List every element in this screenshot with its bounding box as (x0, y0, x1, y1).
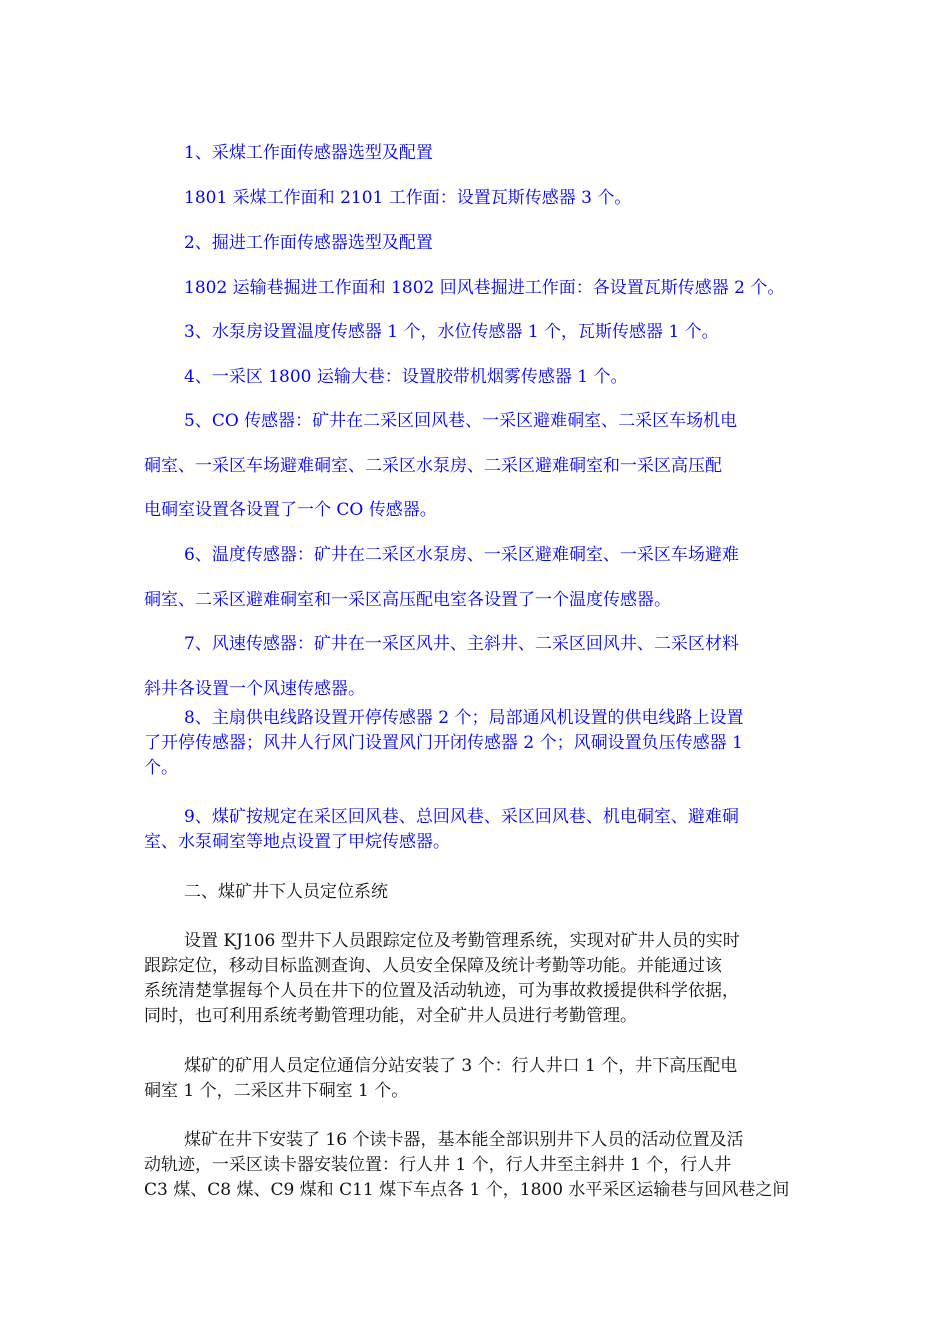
paragraph-co-sensor-line2: 硐室、一采区车场避难硐室、二采区水泵房、二采区避难硐室和一采区高压配 (144, 456, 722, 476)
heading-heading-face-sensors: 2、掘进工作面传感器选型及配置 (184, 233, 433, 253)
paragraph-switch-sensor-line3: 个。 (144, 758, 178, 778)
paragraph-substations-line1: 煤矿的矿用人员定位通信分站安装了 3 个：行人井口 1 个，井下高压配电 (184, 1056, 738, 1076)
paragraph-methane-sensor-line1: 9、煤矿按规定在采区回风巷、总回风巷、采区回风巷、机电硐室、避难硐 (184, 807, 739, 827)
paragraph-switch-sensor-line2: 了开停传感器；风井人行风门设置风门开闭传感器 2 个；风硐设置负压传感器 1 (144, 733, 743, 753)
paragraph-wind-sensor-line1: 7、风速传感器：矿井在一采区风井、主斜井、二采区回风井、二采区材料 (184, 634, 739, 654)
paragraph-wind-sensor-line2: 斜井各设置一个风速传感器。 (144, 679, 365, 699)
paragraph-co-sensor-line3: 电硐室设置各设置了一个 CO 传感器。 (144, 500, 437, 520)
paragraph-temp-sensor-line1: 6、温度传感器：矿井在二采区水泵房、一采区避难硐室、一采区车场避难 (184, 545, 739, 565)
paragraph-pump-room: 3、水泵房设置温度传感器 1 个，水位传感器 1 个，瓦斯传感器 1 个。 (184, 322, 719, 342)
paragraph-kj106-line1: 设置 KJ106 型井下人员跟踪定位及考勤管理系统，实现对矿井人员的实时 (184, 931, 740, 951)
paragraph-coal-face-config: 1801 采煤工作面和 2101 工作面：设置瓦斯传感器 3 个。 (184, 188, 632, 208)
paragraph-methane-sensor-line2: 室、水泵硐室等地点设置了甲烷传感器。 (144, 832, 450, 852)
paragraph-switch-sensor-line1: 8、主扇供电线路设置开停传感器 2 个；局部通风机设置的供电线路上设置 (184, 708, 744, 728)
paragraph-kj106-line3: 系统清楚掌握每个人员在井下的位置及活动轨迹，可为事故救援提供科学依据， (144, 981, 739, 1001)
heading-coal-face-sensors: 1、采煤工作面传感器选型及配置 (184, 143, 433, 163)
paragraph-card-readers-line3: C3 煤、C8 煤、C9 煤和 C11 煤下车点各 1 个，1800 水平采区运输巷与回风巷之间 (144, 1180, 790, 1200)
paragraph-substations-line2: 硐室 1 个，二采区井下硐室 1 个。 (144, 1081, 409, 1101)
paragraph-co-sensor-line1: 5、CO 传感器：矿井在二采区回风巷、一采区避难硐室、二采区车场机电 (184, 411, 738, 431)
paragraph-heading-face-config: 1802 运输巷掘进工作面和 1802 回风巷掘进工作面：各设置瓦斯传感器 2 个。 (184, 278, 785, 298)
paragraph-card-readers-line1: 煤矿在井下安装了 16 个读卡器，基本能全部识别井下人员的活动位置及活 (184, 1130, 744, 1150)
paragraph-kj106-line2: 跟踪定位，移动目标监测查询、人员安全保障及统计考勤等功能。并能通过该 (144, 956, 722, 976)
paragraph-kj106-line4: 同时，也可利用系统考勤管理功能，对全矿井人员进行考勤管理。 (144, 1006, 637, 1026)
paragraph-belt-smoke: 4、一采区 1800 运输大巷：设置胶带机烟雾传感器 1 个。 (184, 367, 628, 387)
paragraph-card-readers-line2: 动轨迹，一采区读卡器安装位置：行人井 1 个，行人井至主斜井 1 个，行人井 (144, 1155, 732, 1175)
section-heading-personnel-positioning: 二、煤矿井下人员定位系统 (184, 882, 388, 902)
paragraph-temp-sensor-line2: 硐室、二采区避难硐室和一采区高压配电室各设置了一个温度传感器。 (144, 590, 671, 610)
